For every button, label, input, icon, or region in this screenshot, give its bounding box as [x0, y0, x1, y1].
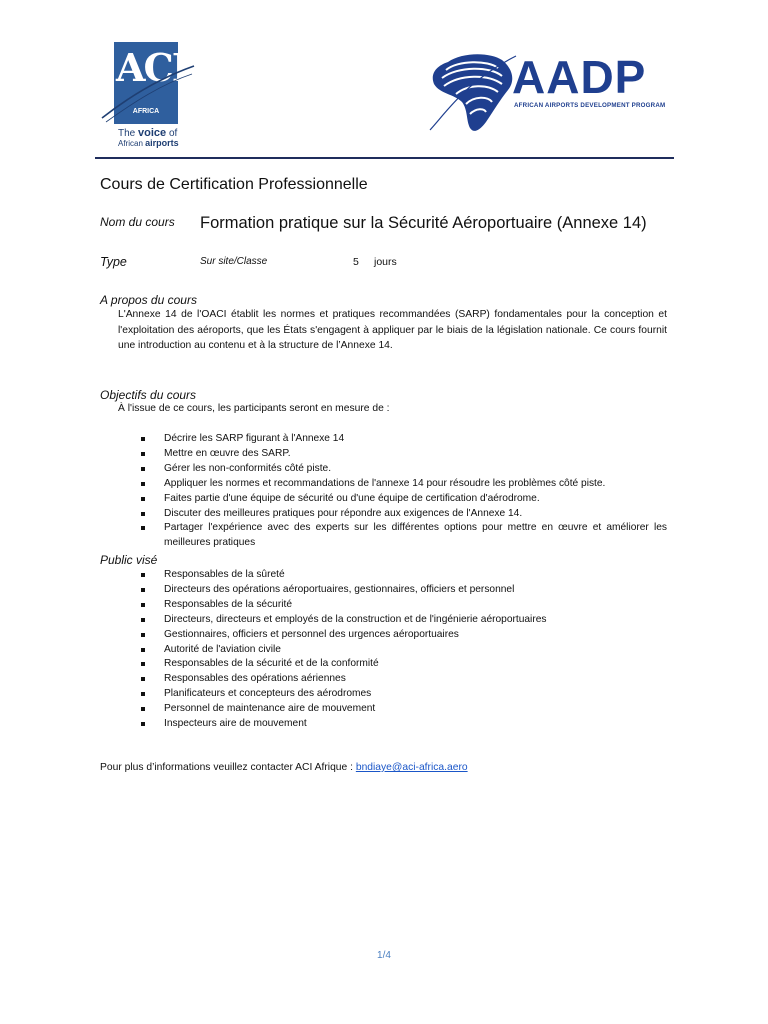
aadp-logo [428, 50, 668, 140]
aci-logo-region: AFRICA [132, 108, 160, 115]
audience-item [139, 717, 667, 732]
bullet-square-icon [141, 618, 145, 622]
audience-text: Inspecteurs aire de mouvement [164, 718, 307, 730]
objective-item [139, 507, 667, 522]
audience-text: Directeurs des opérations aéroportuaires, gestionnaires, officiers et personnel [164, 583, 515, 595]
bullet-square-icon [141, 692, 145, 696]
audience-text: Planificateurs et concepteurs des aérodromes [164, 688, 372, 700]
audience-item [139, 687, 667, 702]
objective-text: Partager l'expérience avec des experts sur les différentes options pour mettre en œuvre et améliorer les meilleures pratiques [164, 522, 667, 549]
bullet-square-icon [141, 722, 145, 726]
bullet-square-icon [141, 707, 145, 711]
objective-item [139, 477, 667, 492]
duration-number: 5 [353, 256, 359, 268]
objective-text: Discuter des meilleures pratiques pour répondre aux exigences de l'Annexe 14. [164, 507, 523, 519]
type-value: Sur site/Classe [200, 256, 268, 267]
contact-email-link[interactable]: bndiaye@aci-africa.aero [355, 762, 468, 773]
audience-text: Autorité de l'aviation civile [164, 643, 281, 655]
bullet-square-icon [141, 497, 145, 501]
objective-text: Gérer les non-conformités côté piste. [164, 462, 332, 474]
bullet-square-icon [141, 452, 145, 456]
bullet-square-icon [141, 633, 145, 637]
aci-tagline-line2: African airports [118, 138, 179, 148]
about-heading: A propos du cours [100, 293, 197, 307]
aci-logo-letters: ACI [116, 45, 188, 90]
objectives-intro: À l'issue de ce cours, les participants seront en mesure de : [118, 403, 390, 414]
aci-africa-logo [100, 42, 196, 146]
objective-item [139, 432, 667, 447]
objective-text: Décrire les SARP figurant à l'Annexe 14 [164, 433, 345, 444]
page-number: 1/4 [377, 950, 391, 961]
duration-unit: jours [374, 256, 397, 268]
audience-text: Gestionnaires, officiers et personnel des urgences aéroportuaires [164, 628, 459, 640]
bullet-square-icon [141, 512, 145, 516]
header-divider [95, 157, 674, 159]
bullet-square-icon [141, 437, 145, 441]
type-label: Type [100, 255, 127, 269]
objective-item [139, 462, 667, 477]
contact-line [100, 762, 468, 773]
objective-text: Appliquer les normes et recommandations de l'annexe 14 pour résoudre les problèmes côté piste. [164, 477, 606, 489]
audience-text: Responsables des opérations aériennes [164, 673, 346, 685]
objective-item [139, 492, 667, 507]
audience-item [139, 702, 667, 717]
bullet-square-icon [141, 588, 145, 592]
bullet-square-icon [141, 482, 145, 486]
bullet-square-icon [141, 603, 145, 607]
audience-item [139, 613, 667, 628]
bullet-square-icon [141, 662, 145, 666]
audience-text: Responsables de la sécurité [164, 598, 292, 610]
bullet-square-icon [141, 573, 145, 577]
audience-item [139, 657, 667, 672]
course-name-label: Nom du cours [100, 215, 175, 229]
contact-text: Pour plus d’informations veuillez contacter ACI Afrique : [100, 762, 356, 773]
objective-item [139, 521, 667, 551]
bullet-square-icon [141, 648, 145, 652]
objectives-heading: Objectifs du cours [100, 388, 197, 402]
bullet-square-icon [141, 677, 145, 681]
audience-heading: Public visé [100, 553, 158, 567]
objective-text: Mettre en œuvre des SARP. [164, 447, 291, 459]
audience-item [139, 643, 667, 658]
aci-swoosh-icon [100, 56, 196, 126]
aci-tagline-line1: The voice of [118, 127, 178, 139]
about-paragraph: L'Annexe 14 de l'OACI établit les normes et pratiques recommandées (SARP) fondamentales pour la conception et l'exploitation des aéroports, que les États s'engagent à appliquer par le biais de la législation nationale. Ce cours fournit une introduction au contenu et à la structure de l’Annexe 14. [118, 309, 667, 352]
audience-item [139, 672, 667, 687]
audience-text: Personnel de maintenance aire de mouvement [164, 703, 376, 715]
audience-text: Directeurs, directeurs et employés de la construction et de l'ingénierie aéroportuaires [164, 613, 547, 625]
objective-item [139, 447, 667, 462]
audience-text: Responsables de la sûreté [164, 569, 285, 580]
bullet-square-icon [141, 467, 145, 471]
audience-item [139, 628, 667, 643]
africa-fingerprint-icon [428, 50, 518, 140]
aadp-wordmark: AADP [512, 51, 647, 103]
course-name-value: Formation pratique sur la Sécurité Aéroportuaire (Annexe 14) [200, 214, 647, 232]
bullet-square-icon [141, 526, 145, 530]
aadp-subtitle: AFRICAN AIRPORTS DEVELOPMENT PROGRAM [514, 102, 666, 109]
audience-item [139, 568, 667, 583]
audience-item [139, 598, 667, 613]
document-title: Cours de Certification Professionnelle [100, 176, 368, 193]
audience-text: Responsables de la sécurité et de la conformité [164, 658, 379, 670]
objectives-list [139, 432, 667, 551]
audience-list [139, 568, 667, 732]
audience-item [139, 583, 667, 598]
objective-text: Faites partie d'une équipe de sécurité ou d'une équipe de certification d'aérodrome. [164, 492, 540, 504]
